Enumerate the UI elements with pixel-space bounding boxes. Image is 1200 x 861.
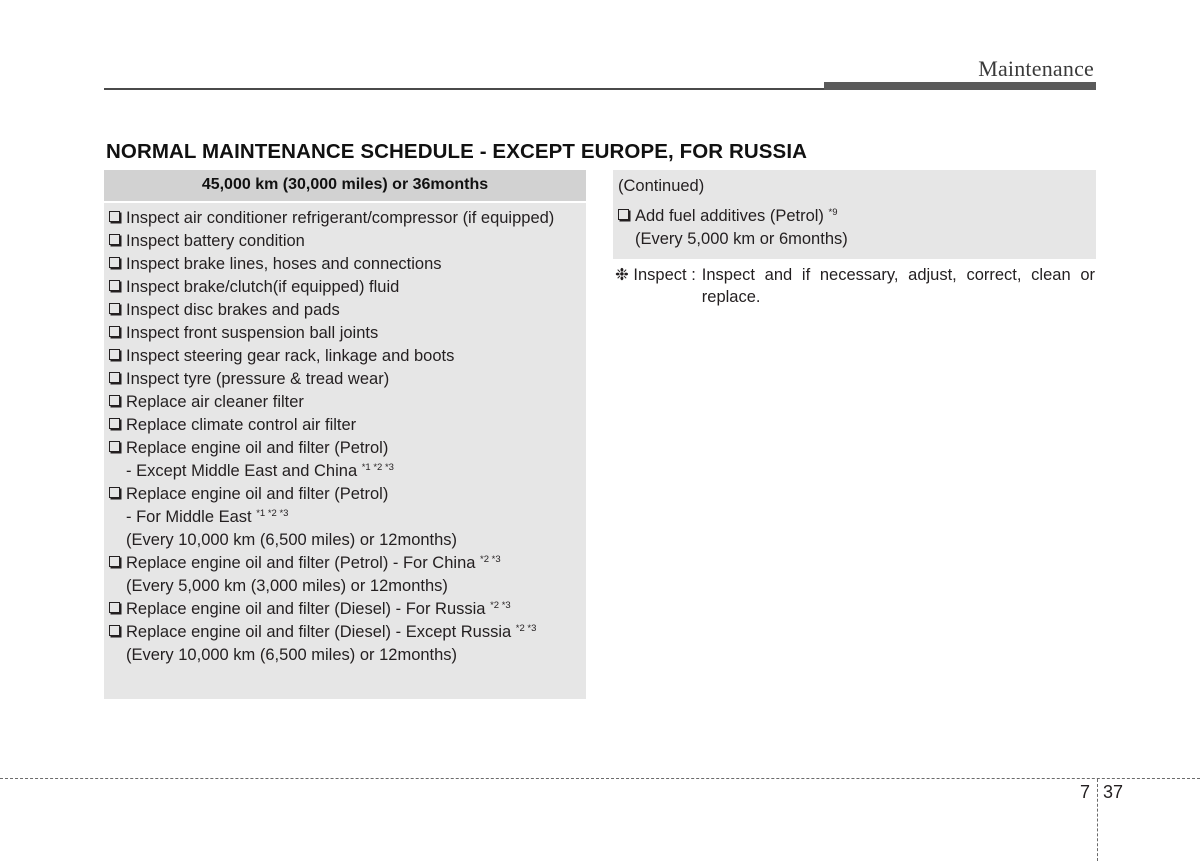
checkbox-icon: [109, 441, 120, 452]
schedule-item-condition: - Except Middle East and China $^{*1 *2 *3}$: [126, 462, 394, 480]
schedule-table-left: [104, 170, 586, 699]
checkbox-icon: [109, 234, 120, 245]
footnote-marker: *2 *3: [480, 554, 501, 565]
checkbox-icon: [109, 280, 120, 291]
schedule-item: Replace air cleaner filter: [109, 391, 586, 414]
schedule-item: Inspect front suspension ball joints: [109, 322, 586, 345]
schedule-interval-heading: 45,000 km (30,000 miles) or 36months: [104, 170, 586, 203]
footnote-marker: *1 *2 *3: [361, 462, 394, 473]
page-number: 37: [1103, 782, 1124, 802]
checkbox-icon: [109, 487, 120, 498]
checkbox-icon: [109, 602, 120, 613]
inspect-note-label: ❉ Inspect :: [615, 266, 696, 284]
schedule-item: Replace climate control air filter: [109, 414, 586, 437]
schedule-item: Inspect air conditioner refrigerant/compressor (if equipped): [109, 207, 586, 230]
header-rule: [104, 88, 824, 90]
footnote-marker: *2 *3: [490, 600, 511, 611]
footer-divider: [0, 778, 1200, 779]
checkbox-icon: [109, 395, 120, 406]
schedule-item-list: [104, 203, 586, 667]
checkbox-icon: [109, 303, 120, 314]
schedule-item: Inspect disc brakes and pads: [109, 299, 586, 322]
schedule-item-condition: - For Middle East $^{*1 *2 *3}$: [126, 508, 289, 526]
schedule-item: Inspect tyre (pressure & tread wear): [109, 368, 586, 391]
inspect-note-text: Inspect and if necessary, adjust, correct, clean or replace.: [701, 266, 1095, 306]
checkbox-icon: [109, 418, 120, 429]
checkbox-icon: [109, 257, 120, 268]
checkbox-icon: [109, 556, 120, 567]
schedule-item: Inspect brake lines, hoses and connections: [109, 253, 586, 276]
schedule-item: Inspect steering gear rack, linkage and boots: [109, 345, 586, 368]
checkbox-icon: [109, 349, 120, 360]
schedule-item-interval: (Every 10,000 km (6,500 miles) or 12months): [126, 531, 458, 549]
schedule-item: Inspect brake/clutch(if equipped) fluid: [109, 276, 586, 299]
page-number-divider: [1097, 779, 1098, 861]
chapter-number: 7: [1080, 782, 1091, 802]
checkbox-icon: [109, 326, 120, 337]
section-title: NORMAL MAINTENANCE SCHEDULE - EXCEPT EUROPE, FOR RUSSIA: [106, 140, 808, 163]
schedule-item: Replace engine oil and filter (Petrol) - For Middle East $^{*1 *2 *3}$ (Every 10,000 km (6,500 miles) or 12months): [109, 483, 586, 552]
schedule-item-interval: (Every 5,000 km or 6months): [635, 230, 848, 248]
footnote-marker: *2 *3: [515, 623, 537, 634]
schedule-table-right: [613, 170, 1096, 259]
header-title: Maintenance: [978, 56, 1094, 81]
schedule-item: Replace engine oil and filter (Petrol) - For China $^{*2 *3}$ (Every 5,000 km (3,000 miles) or 12months): [109, 552, 586, 598]
schedule-item-interval: (Every 10,000 km (6,500 miles) or 12months): [126, 646, 458, 664]
checkbox-icon: [109, 372, 120, 383]
schedule-item: Replace engine oil and filter (Diesel) - Except Russia $^{*2 *3}$ (Every 10,000 km (6,500 miles) or 12months): [109, 621, 586, 667]
schedule-item: Replace engine oil and filter (Petrol) - Except Middle East and China $^{*1 *2 *3}$: [109, 437, 586, 483]
inspect-note: [615, 264, 1095, 308]
schedule-item: Replace engine oil and filter (Diesel) - For Russia $^{*2 *3}$: [109, 598, 586, 621]
checkbox-icon: [618, 209, 629, 220]
footnote-marker: *1 *2 *3: [256, 508, 289, 519]
checkbox-icon: [109, 211, 120, 222]
schedule-item: Inspect battery condition: [109, 230, 586, 253]
footnote-marker: *9: [828, 207, 838, 218]
header-rule-accent: [824, 82, 1096, 90]
schedule-item-list: [613, 196, 1096, 251]
schedule-item-interval: (Every 5,000 km (3,000 miles) or 12months): [126, 577, 448, 595]
checkbox-icon: [109, 625, 120, 636]
schedule-item: Add fuel additives (Petrol) $^{*9}$ (Every 5,000 km or 6months): [618, 205, 1096, 251]
continued-label: (Continued): [618, 177, 705, 195]
